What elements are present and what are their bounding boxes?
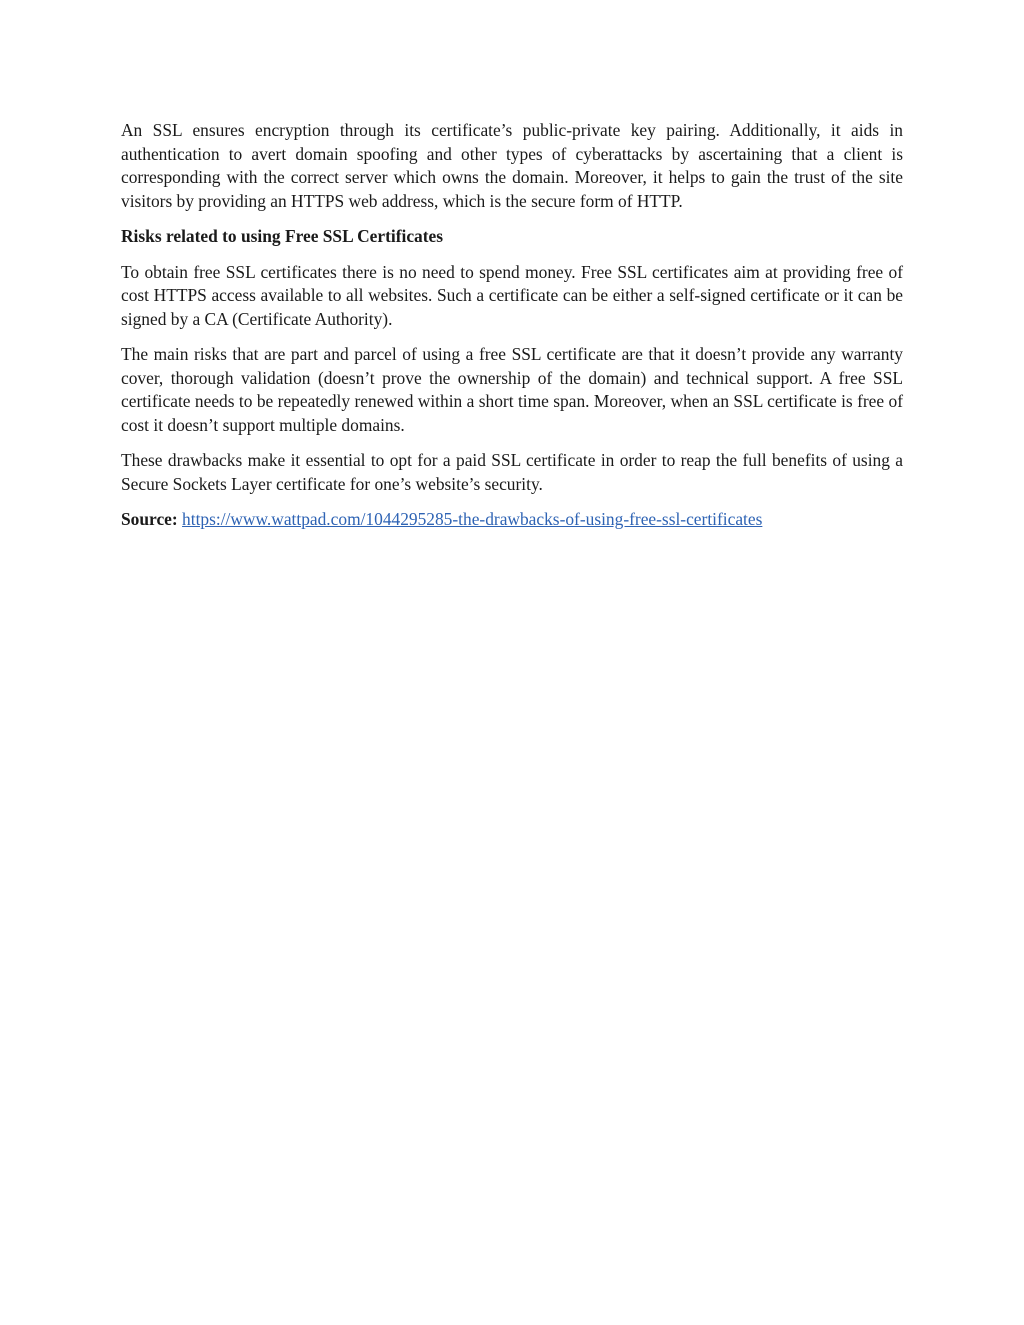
source-label: Source: bbox=[121, 509, 178, 529]
document-page bbox=[121, 119, 903, 532]
source-link[interactable]: https://www.wattpad.com/1044295285-the-drawbacks-of-using-free-ssl-certificates bbox=[182, 509, 763, 529]
intro-paragraph: An SSL ensures encryption through its certificate’s public-private key pairing. Additionally, it aids in authentication to avert domain spoofing and other types of cyberattacks by ascertaining that a client is corresponding with the correct server which owns the domain. Moreover, it helps to gain the trust of the site visitors by providing an HTTPS web address, which is the secure form of HTTP. bbox=[121, 120, 903, 211]
free-ssl-paragraph: To obtain free SSL certificates there is no need to spend money. Free SSL certificates aim at providing free of cost HTTPS access available to all websites. Such a certificate can be either a self-signed certificate or it can be signed by a CA (Certificate Authority). bbox=[121, 261, 903, 329]
source-line bbox=[121, 508, 903, 532]
drawbacks-paragraph: These drawbacks make it essential to opt for a paid SSL certificate in order to reap the full benefits of using a Secure Sockets Layer certificate for one’s website’s security. bbox=[121, 450, 903, 494]
section-heading: Risks related to using Free SSL Certificates bbox=[121, 226, 444, 246]
risks-paragraph: The main risks that are part and parcel of using a free SSL certificate are that it doesn’t provide any warranty cover, thorough validation (doesn’t prove the ownership of the domain) and technical support. A free SSL certificate needs to be repeatedly renewed within a short time span. Moreover, when an SSL certificate is free of cost it doesn’t support multiple domains. bbox=[121, 344, 903, 435]
